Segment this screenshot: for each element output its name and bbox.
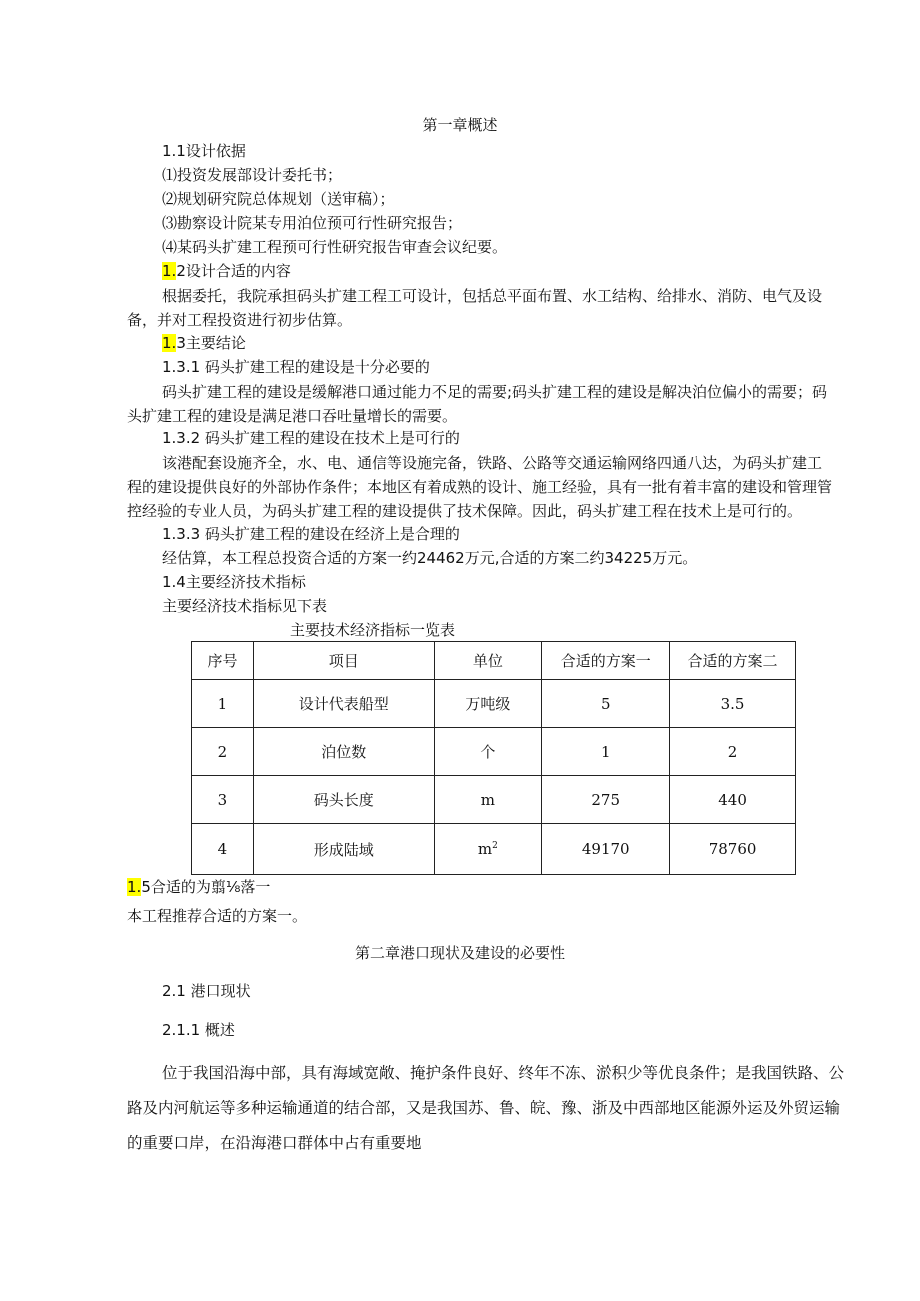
header-cell: 合适的方案二 xyxy=(670,642,796,680)
table-row xyxy=(192,680,796,728)
section-1-2-paragraph: 根据委托，我院承担码头扩建工程工可设计，包括总平面布置、水工结构、给排水、消防、电气及设备，并对工程投资进行初步估算。 xyxy=(127,287,823,329)
section-1-3-2-heading: 1.3.2 码头扩建工程的建设在技术上是可行的 xyxy=(162,429,460,447)
basis-item-4: ⑷某码头扩建工程预可行性研究报告审查会议纪要。 xyxy=(162,238,508,256)
table-cell: 440 xyxy=(670,776,796,824)
table-row xyxy=(192,728,796,776)
section-1-3-2-paragraph: 该港配套设施齐全，水、电、通信等设施完备，铁路、公路等交通运输网络四通八达，为码头扩建工程的建设提供良好的外部协作条件；本地区有着成熟的设计、施工经验，具有一批有着丰富的建设和管理管控经验的专业人员，为码头扩建工程的建设提供了技术保障。因此，码头扩建工程在技术上是可行的。 xyxy=(127,454,833,520)
table-cell: 2 xyxy=(670,728,796,776)
table-row xyxy=(192,824,796,875)
section-2-1-1-heading: 2.1.1 概述 xyxy=(162,1021,235,1039)
table-cell: 万吨级 xyxy=(434,680,542,728)
highlight-mark: 1. xyxy=(162,334,177,352)
table-cell: 3 xyxy=(192,776,254,824)
table-cell-unit: $m^2$ xyxy=(434,824,542,875)
table-cell: 2 xyxy=(192,728,254,776)
table-cell: 1 xyxy=(192,680,254,728)
highlight-mark: 1. xyxy=(162,262,177,280)
section-1-4-heading: 1.4主要经济技术指标 xyxy=(162,573,306,591)
table-row xyxy=(192,776,796,824)
section-1-3-1-heading: 1.3.1 码头扩建工程的建设是十分必要的 xyxy=(162,358,430,376)
header-cell: 合适的方案一 xyxy=(542,642,670,680)
section-1-3-heading: 1.3主要结论 xyxy=(162,334,246,352)
table-cell: 形成陆域 xyxy=(253,824,434,875)
table-cell: 49170 xyxy=(542,824,670,875)
section-1-2-heading: 1.2设计合适的内容 xyxy=(162,262,291,280)
table-cell: 4 xyxy=(192,824,254,875)
table-cell: 3.5 xyxy=(670,680,796,728)
section-1-4-text: 主要经济技术指标见下表 xyxy=(162,597,328,615)
highlight-mark: 1. xyxy=(127,878,142,896)
table-header-row xyxy=(192,642,796,680)
unit-superscript: 2 xyxy=(492,841,498,851)
indicator-table xyxy=(191,641,796,875)
header-cell: 项目 xyxy=(253,642,434,680)
section-2-1-1-paragraph: 位于我国沿海中部，具有海域宽敞、掩护条件良好、终年不冻、淤积少等优良条件；是我国铁路、公路及内河航运等多种运输通道的结合部，又是我国苏、鲁、皖、豫、浙及中西部地区能源外运及外贸运输的重要口岸，在沿海港口群体中占有重要地 xyxy=(127,1064,845,1152)
section-1-3-3-paragraph: 经估算，本工程总投资合适的方案一约24462万元,合适的方案二约34225万元。 xyxy=(162,549,698,567)
table-cell: 个 xyxy=(434,728,542,776)
table-cell: 275 xyxy=(542,776,670,824)
table-cell: 1 xyxy=(542,728,670,776)
table-cell: m xyxy=(434,776,542,824)
section-1-5-heading: 1.5合适的为翦⅛落一 xyxy=(127,878,271,896)
basis-item-3: ⑶勘察设计院某专用泊位预可行性研究报告； xyxy=(162,214,463,232)
table-cell: 5 xyxy=(542,680,670,728)
section-2-1-heading: 2.1 港口现状 xyxy=(162,982,251,1000)
table-caption: 主要技术经济指标一览表 xyxy=(290,621,456,639)
section-1-5-text: 本工程推荐合适的方案一。 xyxy=(127,907,308,925)
table-cell: 码头长度 xyxy=(253,776,434,824)
basis-item-1: ⑴投资发展部设计委托书； xyxy=(162,166,343,184)
section-1-3-3-heading: 1.3.3 码头扩建工程的建设在经济上是合理的 xyxy=(162,525,460,543)
table-cell: 设计代表船型 xyxy=(253,680,434,728)
section-1-3-1-paragraph: 码头扩建工程的建设是缓解港口通过能力不足的需要;码头扩建工程的建设是解决泊位偏小的需要；码头扩建工程的建设是满足港口吞吐量增长的需要。 xyxy=(127,383,828,425)
header-cell: 单位 xyxy=(434,642,542,680)
table-cell: 78760 xyxy=(670,824,796,875)
basis-item-2: ⑵规划研究院总体规划（送审稿）； xyxy=(162,190,395,208)
section-1-1-heading: 1.1设计依据 xyxy=(162,142,246,160)
chapter-2-title: 第二章港口现状及建设的必要性 xyxy=(354,944,565,962)
header-cell: 序号 xyxy=(192,642,254,680)
table-cell: 泊位数 xyxy=(253,728,434,776)
chapter-1-title: 第一章概述 xyxy=(422,116,498,134)
